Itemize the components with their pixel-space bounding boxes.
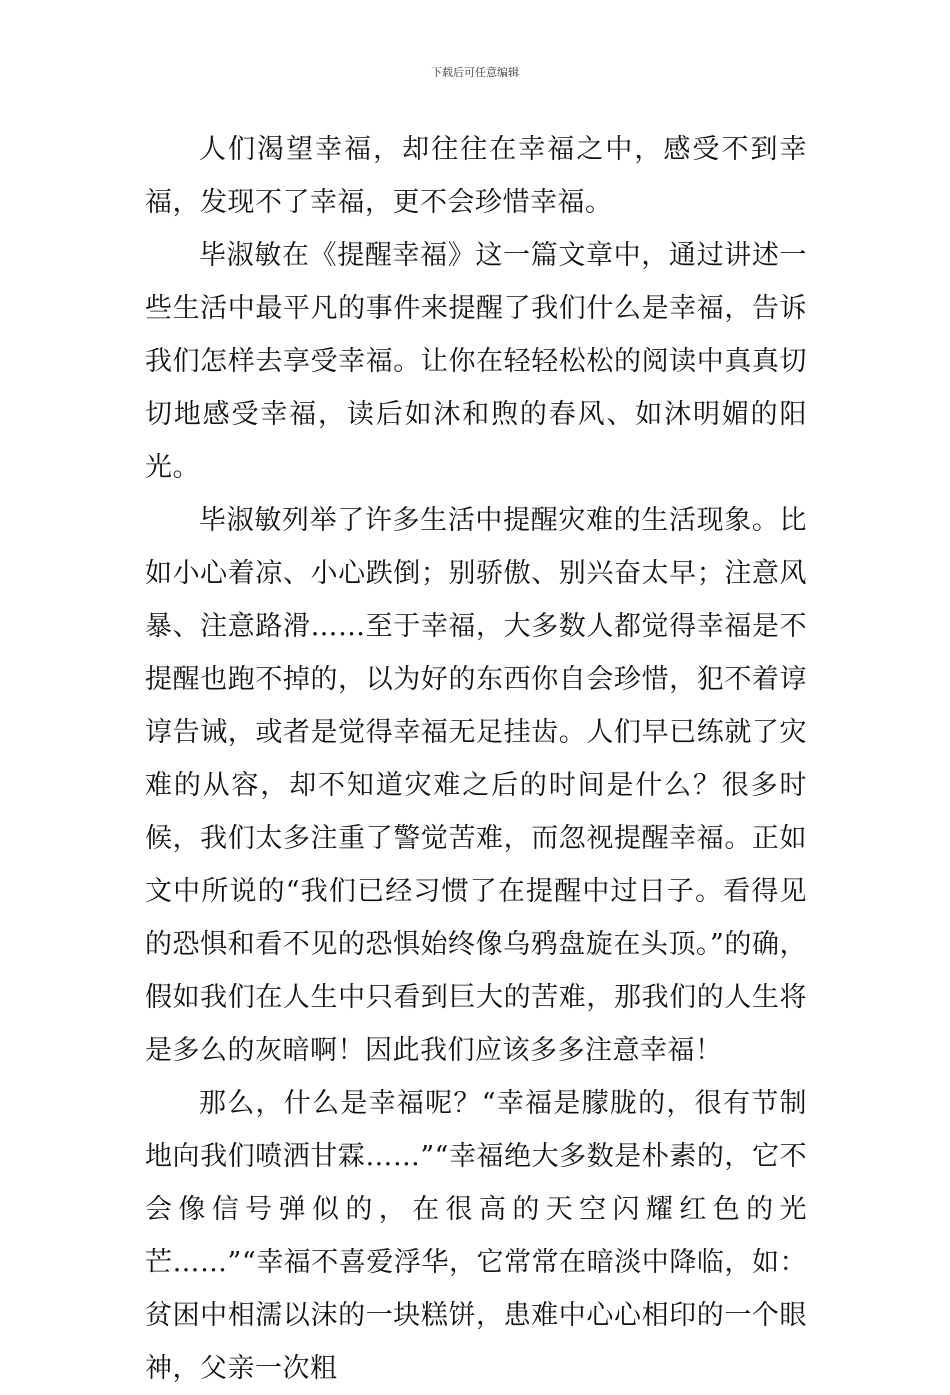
header-note: 下载后可任意编辑: [431, 66, 519, 79]
paragraph: 那么，什么是幸福呢？“幸福是朦胧的，很有节制地向我们喷洒甘霖……”“幸福绝大多数是朴素的，它不会像信号弹似的，在很高的天空闪耀红色的光芒……”“幸福不喜爱浮华，它常常在暗淡中降临，如：贫困中相濡以沫的一块糕饼，患难中心心相印的一个眼神，父亲一次粗: [145, 1088, 807, 1384]
paragraph: 人们渴望幸福，却往往在幸福之中，感受不到幸福，发现不了幸福，更不会珍惜幸福。: [145, 134, 807, 218]
paragraph: 毕淑敏列举了许多生活中提醒灾难的生活现象。比如小心着凉、小心跌倒；别骄傲、别兴奋太早；注意风暴、注意路滑……至于幸福，大多数人都觉得幸福是不提醒也跑不掉的，以为好的东西你自会珍惜，犯不着谆谆告诫，或者是觉得幸福无足挂齿。人们早已练就了灾难的从容，却不知道灾难之后的时间是什么？很多时候，我们太多注重了警觉苦难，而忽视提醒幸福。正如文中所说的“我们已经习惯了在提醒中过日子。看得见的恐惧和看不见的恐惧始终像乌鸦盘旋在头顶。”的确，假如我们在人生中只看到巨大的苦难，那我们的人生将是多么的灰暗啊！因此我们应该多多注意幸福！: [145, 505, 807, 1066]
document-body: [145, 123, 807, 1395]
paragraph: 毕淑敏在《提醒幸福》这一篇文章中，通过讲述一些生活中最平凡的事件来提醒了我们什么是幸福，告诉我们怎样去享受幸福。让你在轻轻松松的阅读中真真切切地感受幸福，读后如沐和煦的春风、如沐明媚的阳光。: [145, 240, 807, 483]
